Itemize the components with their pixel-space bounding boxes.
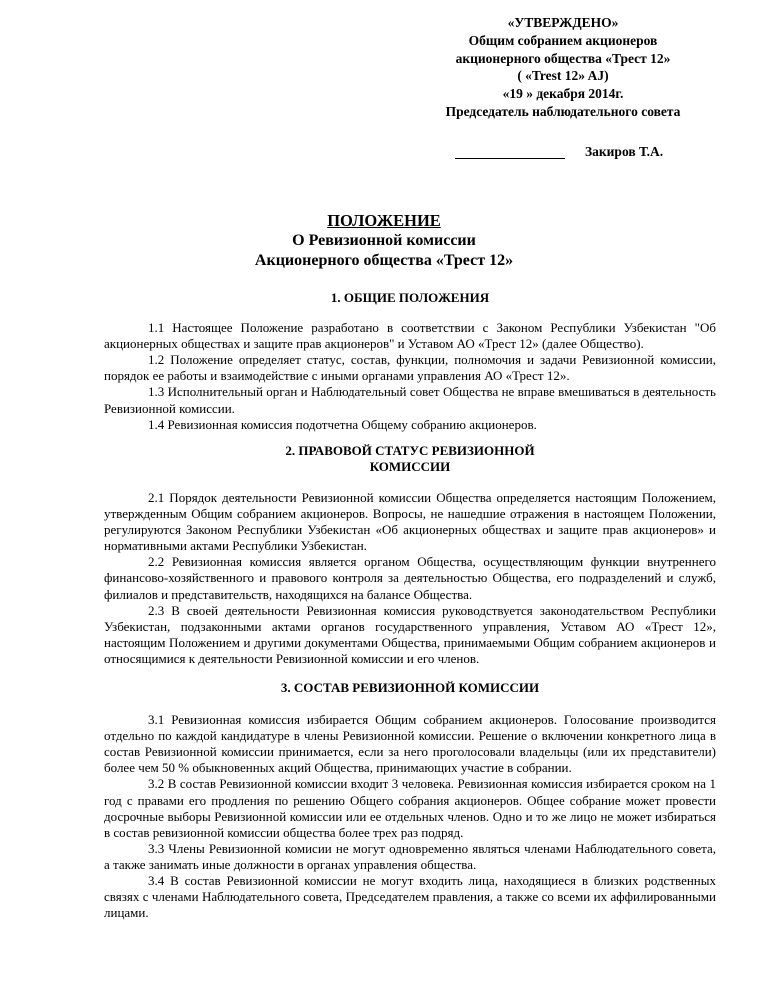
signature-row bbox=[455, 144, 715, 164]
approval-line: ( «Trest 12» AJ) bbox=[517, 68, 609, 84]
approval-line: «УТВЕРЖДЕНО» bbox=[507, 15, 619, 30]
paragraph: 1.3 Исполнительный орган и Наблюдательный совет Общества не вправе вмешиваться в деятельность Ревизионной комиссии. bbox=[104, 384, 716, 416]
approval-stamp bbox=[408, 14, 718, 121]
paragraph: 2.3 В своей деятельности Ревизионная комиссия руководствуется законодательством Республики Узбекистан, подзаконными актами органов государственного управления, Уставом АО «Трест 12», настоящим Положением и другими документами Общества, принимаемыми Общим собранием акционеров и относящимися к деятельности Ревизионной комиссии и его членов. bbox=[104, 602, 716, 666]
approval-line: акционерного общества «Трест 12» bbox=[455, 50, 671, 66]
document-body bbox=[104, 290, 716, 921]
document-subtitle-company: Акционерного общества «Трест 12» bbox=[254, 251, 514, 269]
paragraph: 3.4 В состав Ревизионной комиссии не могут входить лица, находящиеся в близких родственных связях с членами Наблюдательного совета, Председателем правления, а также со всеми их аффилированными лицами. bbox=[104, 873, 716, 921]
approval-line: Общим собранием акционеров bbox=[468, 32, 658, 48]
document-title: ПОЛОЖЕНИЕ bbox=[327, 211, 441, 230]
paragraph: 3.2 В состав Ревизионной комиссии входит 3 человека. Ревизионная комиссия избирается сроком на 1 год с правами его продления по решению Общего собрания акционеров. Общее собрание может провести досрочные выборы Ревизионной комиссии или ее отдельных членов. Одно и то же лицо не может избираться в состав ревизионной комиссии общества более трех раз подряд. bbox=[104, 776, 716, 840]
approval-date: «19 » декабря 2014г. bbox=[502, 86, 624, 102]
signature-line bbox=[455, 158, 565, 159]
signer-name: Закиров Т.А. bbox=[585, 144, 664, 159]
approval-chairman-title: Председатель наблюдательного совета bbox=[445, 103, 681, 119]
paragraph: 2.1 Порядок деятельности Ревизионной комиссии Общества определяется настоящим Положением, утвержденным Общим собранием акционеров. Вопросы, не нашедшие отражения в настоящем Положении, регулируются Законом Республики Узбекистан «Об акционерных обществах и защите прав акционеров» и нормативными актами Республики Узбекистан. bbox=[104, 489, 716, 554]
paragraph: 1.2 Положение определяет статус, состав, функции, полномочия и задачи Ревизионной комиссии, порядок ее работы и взаимодействие с иными органами управления АО «Трест 12». bbox=[104, 352, 716, 384]
section-heading-line: 2. ПРАВОВОЙ СТАТУС РЕВИЗИОННОЙ bbox=[285, 442, 535, 458]
paragraph: 3.1 Ревизионная комиссия избирается Общим собранием акционеров. Голосование производится отдельно по каждой кандидатуре в члены Ревизионной комиссии. Решение о включении конкретного лица в состав Ревизионной комиссии принимается, если за него проголосовали владельцы (или их представители) более чем 50 % обыкновенных акций Общества, принимающих участие в собрании. bbox=[104, 712, 716, 776]
document-title-block bbox=[0, 211, 768, 270]
section-heading-line: КОМИССИИ bbox=[369, 458, 451, 474]
section-heading: 1. ОБЩИЕ ПОЛОЖЕНИЯ bbox=[330, 290, 490, 305]
section-heading: 3. СОСТАВ РЕВИЗИОННОЙ КОМИССИИ bbox=[280, 679, 540, 695]
section-heading bbox=[104, 443, 716, 475]
paragraph: 3.3 Члены Ревизионной комисии не могут одновременно являться членами Наблюдательного совета, а также занимать иные должности в органах управления общества. bbox=[104, 840, 716, 872]
paragraph: 1.4 Ревизионная комиссия подотчетна Общему собранию акционеров. bbox=[148, 416, 537, 432]
document-subtitle: О Ревизионной комиссии bbox=[292, 232, 476, 249]
paragraph: 2.2 Ревизионная комиссия является органом Общества, осуществляющим функции внутреннего финансово-хозяйственного и правового контроля за деятельностью Общества, его подразделений и служб, филиалов и представительств, находящихся на балансе Общества. bbox=[104, 554, 716, 602]
paragraph: 1.1 Настоящее Положение разработано в соответствии с Законом Республики Узбекистан "Об акционерных обществах и защите прав акционеров" и Уставом АО «Трест 12» (далее Общество). bbox=[104, 320, 716, 352]
